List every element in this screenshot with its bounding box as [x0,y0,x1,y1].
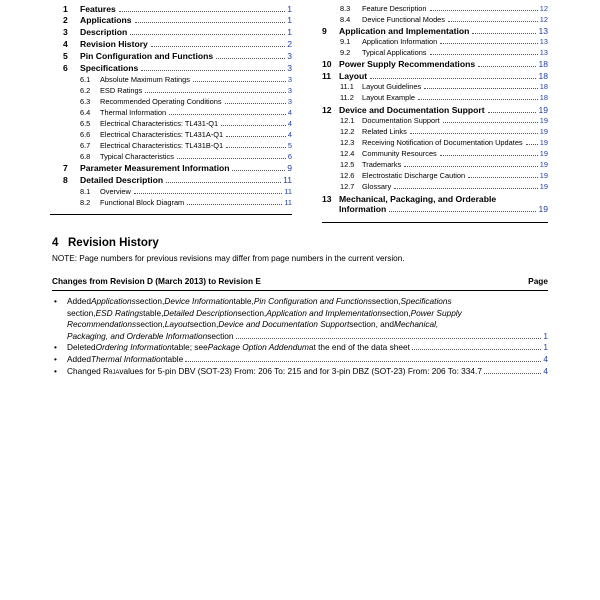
toc-entry-title: Documentation Support [362,116,440,125]
toc-entry-number: 11.1 [340,82,354,91]
toc-entry-title: Feature Description [362,4,427,13]
toc-entry-title: Revision History [80,39,148,49]
revision-note: NOTE: Page numbers for previous revisions may differ from page numbers in the current version. [52,254,405,263]
toc-entry[interactable] [322,48,548,57]
toc-page-link[interactable]: 1 [287,4,292,14]
toc-leader [134,193,283,194]
toc-page-link[interactable]: 19 [539,127,548,136]
toc-entry-number: 11 [322,71,332,81]
bullet: • [54,354,57,364]
toc-entry[interactable] [322,93,548,102]
toc-entry-title-cont: Information [339,204,387,214]
change-line: Recommendations section, Layout section, Device and Documentation Support section, and Mechanical, [67,319,439,330]
toc-entry[interactable] [322,26,548,36]
change-line: Deleted Ordering Information table; see Package Option Addendum at the end of the data sheet 1 [67,342,548,352]
toc-divider-left [50,214,292,215]
toc-leader [226,147,286,148]
toc-entry[interactable] [322,160,548,169]
toc-leader [430,54,538,55]
toc-entry-title: Receiving Notification of Documentation Updates [362,138,523,147]
toc-entry-title: Electrical Characteristics: TL431B-Q1 [100,141,224,150]
toc-entry-number: 5 [63,51,68,61]
toc-entry[interactable] [322,182,548,191]
toc-leader [448,21,538,22]
change-item [52,342,548,354]
toc-page-link[interactable]: 19 [538,105,548,115]
toc-entry-title: Absolute Maximum Ratings [100,75,190,84]
toc-entry[interactable] [322,59,548,69]
toc-page-link[interactable]: 3 [287,97,292,106]
toc-entry-number: 6.4 [80,108,91,117]
toc-entry-title: Typical Applications [362,48,427,57]
toc-entry-title: Mechanical, Packaging, and Orderable [339,194,497,204]
toc-leader [130,34,285,35]
toc-leader [169,114,286,115]
toc-page-link[interactable]: 19 [539,171,548,180]
toc-entry[interactable] [50,15,292,25]
toc-entry-title: Overview [100,187,131,196]
toc-leader [119,11,285,12]
toc-entry[interactable] [50,63,292,73]
toc-entry-number: 6.8 [80,152,91,161]
toc-entry[interactable] [50,187,292,196]
toc-entry-number: 6.5 [80,119,91,128]
toc-entry-number: 6 [63,63,68,73]
toc-leader [216,58,285,59]
toc-entry[interactable] [50,97,292,106]
toc-entry-title: Layout [339,71,368,81]
toc-page-link[interactable]: 3 [287,86,292,95]
toc-entry-title: Device and Documentation Support [339,105,485,115]
toc-entry-number: 12.3 [340,138,355,147]
toc-entry-number: 12 [322,105,332,115]
toc-entry-number: 2 [63,15,68,25]
toc-page-link[interactable]: 11 [284,187,292,196]
toc-entry-title: Electrical Characteristics: TL431A-Q1 [100,130,224,139]
toc-entry[interactable] [50,141,292,150]
toc-page-link[interactable]: 6 [287,152,292,161]
toc-page-link[interactable]: 19 [538,204,548,214]
bullet: • [54,366,57,376]
toc-entry-title: Glossary [362,182,392,191]
toc-entry-number: 12.7 [340,182,355,191]
toc-entry-title: Functional Block Diagram [100,198,185,207]
toc-entry-number: 12.1 [340,116,355,125]
toc-entry-title: Layout Guidelines [362,82,422,91]
section-heading [52,237,159,249]
toc-page-link[interactable]: 11 [284,198,292,207]
toc-leader [440,43,538,44]
toc-entry-title: Thermal Information [100,108,167,117]
toc-entry[interactable] [322,71,548,81]
bullet: • [54,342,57,352]
toc-entry-number: 12.4 [340,149,355,158]
toc-entry-title: Applications [80,15,132,25]
change-line: Packaging, and Orderable Information section 1 [67,330,548,341]
toc-entry-title: Layout Example [362,93,415,102]
toc-page-link[interactable]: 4 [287,119,292,128]
toc-page-link[interactable]: 3 [287,51,292,61]
toc-entry-number: 8.3 [340,4,351,13]
toc-entry[interactable] [50,152,292,161]
change-item [52,296,548,344]
toc-entry-title: Description [80,27,128,37]
toc-entry[interactable] [50,130,292,139]
toc-entry-title: Pin Configuration and Functions [80,51,214,61]
toc-leader [135,22,286,23]
toc-leader [177,158,286,159]
toc-entry-title: Power Supply Recommendations [339,59,476,69]
toc-leader [478,66,536,67]
toc-leader [389,211,536,212]
toc-leader [151,46,285,47]
toc-page-link[interactable]: 18 [538,71,548,81]
toc-entry[interactable] [322,4,548,13]
toc-page-link[interactable]: 19 [539,149,548,158]
toc-entry-title: Related Links [362,127,407,136]
toc-leader [193,81,286,82]
toc-page-link[interactable]: 2 [287,39,292,49]
section-title: Revision History [68,237,159,249]
toc-entry-number: 6.6 [80,130,91,139]
page-link[interactable]: 1 [543,330,548,341]
toc-page-link[interactable]: 19 [539,160,548,169]
toc-leader [232,170,285,171]
toc-leader [141,70,285,71]
toc-entry[interactable] [50,4,292,14]
toc-leader [468,177,538,178]
toc-entry[interactable] [322,171,548,180]
toc-entry-title: Application and Implementation [339,26,470,36]
toc-page-link[interactable]: 18 [538,59,548,69]
toc-entry-number: 13 [322,194,332,204]
toc-leader [418,99,538,100]
toc-entry-number: 8.4 [340,15,351,24]
toc-entry-title: Parameter Measurement Information [80,163,230,173]
toc-entry-number: 8.2 [80,198,91,207]
toc-entry-number: 9.1 [340,37,351,46]
toc-page-link[interactable]: 13 [539,48,548,57]
toc-entry[interactable] [50,86,292,95]
toc-entry[interactable] [322,105,548,115]
toc-page-link[interactable]: 12 [539,15,548,24]
toc-entry-number: 6.2 [80,86,91,95]
toc-entry-title: ESD Ratings [100,86,143,95]
toc-page-link[interactable]: 4 [287,130,292,139]
toc-entry-title: Detailed Description [80,175,164,185]
toc-entry-title: Application Information [362,37,438,46]
section-number: 4 [52,237,59,249]
toc-leader [221,125,286,126]
toc-page-link[interactable]: 3 [287,63,292,73]
bullet: • [54,296,57,306]
change-line: Changed R θJA values for 5-pin DBV (SOT-23) From: 206 To: 215 and for 3-pin DBZ (SOT-23) From: 206 To: 334.7 4 [67,366,548,376]
toc-entry-number: 8.1 [80,187,91,196]
toc-page-link[interactable]: 9 [287,163,292,173]
toc-entry-number: 12.6 [340,171,355,180]
toc-entry-title: Community Resources [362,149,437,158]
toc-entry-number: 1 [63,4,68,14]
toc-entry[interactable] [322,138,548,147]
toc-divider-right [322,222,548,223]
toc-entry[interactable] [322,37,548,46]
toc-entry[interactable] [322,15,548,24]
toc-entry-number: 4 [63,39,68,49]
toc-entry-number: 9 [322,26,327,36]
toc-entry[interactable] [322,116,548,125]
toc-entry[interactable] [322,149,548,158]
toc-entry[interactable] [50,119,292,128]
toc-leader [225,103,286,104]
toc-entry[interactable] [50,75,292,84]
toc-page-link[interactable]: 1 [287,15,292,25]
toc-leader [443,122,538,123]
toc-entry-number: 3 [63,27,68,37]
toc-entry[interactable] [50,27,292,37]
toc-leader [187,204,282,205]
toc-page-link[interactable]: 13 [539,37,548,46]
toc-page-link[interactable]: 5 [287,141,292,150]
toc-leader [440,155,538,156]
toc-entry-title: Electrostatic Discharge Caution [362,171,466,180]
toc-entry-number: 7 [63,163,68,173]
toc-leader [472,33,536,34]
toc-entry-number: 12.2 [340,127,355,136]
toc-page-link[interactable]: 1 [287,27,292,37]
toc-entry-title: Recommended Operating Conditions [100,97,222,106]
changes-heading: Changes from Revision D (March 2013) to Revision E [52,276,261,286]
change-line: Added Thermal Information table 4 [67,354,548,364]
toc-leader [424,88,538,89]
toc-entry[interactable] [50,51,292,61]
toc-entry-title: Electrical Characteristics: TL431-Q1 [100,119,219,128]
page-column-label: Page [528,276,548,286]
change-line: section, ESD Ratings table, Detailed Description section, Application and Implementation section, Power Supply [67,307,462,318]
changes-heading-rule [52,290,548,291]
change-item [52,354,548,366]
toc-entry[interactable] [50,175,292,185]
toc-entry-title: Specifications [80,63,139,73]
toc-entry[interactable] [50,108,292,117]
toc-page-link[interactable]: 18 [539,82,548,91]
toc-leader [166,182,281,183]
toc-entry-number: 6.7 [80,141,91,150]
toc-entry[interactable] [322,194,548,214]
toc-entry[interactable] [322,82,548,91]
toc-page-link[interactable]: 4 [287,108,292,117]
toc-entry-title: Typical Characteristics [100,152,174,161]
toc-entry-number: 10 [322,59,332,69]
toc-page-link[interactable]: 3 [287,75,292,84]
toc-leader [410,133,538,134]
toc-entry-number: 11.2 [340,93,354,102]
page-link[interactable]: 1 [543,342,548,352]
change-line: Added Applications section, Device Information table, Pin Configuration and Functions section, Specifications [67,296,452,306]
page-link[interactable]: 4 [543,366,548,376]
toc-entry-number: 8 [63,175,68,185]
toc-leader [394,188,538,189]
toc-page-link[interactable]: 13 [538,26,548,36]
toc-entry-number: 9.2 [340,48,351,57]
toc-leader [526,144,538,145]
toc-page-link[interactable]: 11 [283,175,292,185]
toc-page-link[interactable]: 18 [539,93,548,102]
toc-leader [430,10,538,11]
toc-leader [370,78,536,79]
toc-entry-number: 12.5 [340,160,355,169]
toc-entry[interactable] [322,127,548,136]
toc-entry[interactable] [50,163,292,173]
change-item [52,366,548,378]
toc-page-link[interactable]: 19 [539,182,548,191]
toc-entry-number: 6.1 [80,75,91,84]
toc-leader [488,112,537,113]
toc-entry-title: Device Functional Modes [362,15,445,24]
toc-page-link[interactable]: 19 [539,116,548,125]
toc-leader [404,166,538,167]
toc-entry[interactable] [50,198,292,207]
toc-page-link[interactable]: 12 [539,4,548,13]
page-link[interactable]: 4 [543,354,548,364]
toc-entry-title: Trademarks [362,160,402,169]
toc-entry-number: 6.3 [80,97,91,106]
toc-entry-title: Features [80,4,116,14]
toc-leader [145,92,286,93]
toc-page-link[interactable]: 19 [539,138,548,147]
toc-entry[interactable] [50,39,292,49]
toc-leader [226,136,286,137]
